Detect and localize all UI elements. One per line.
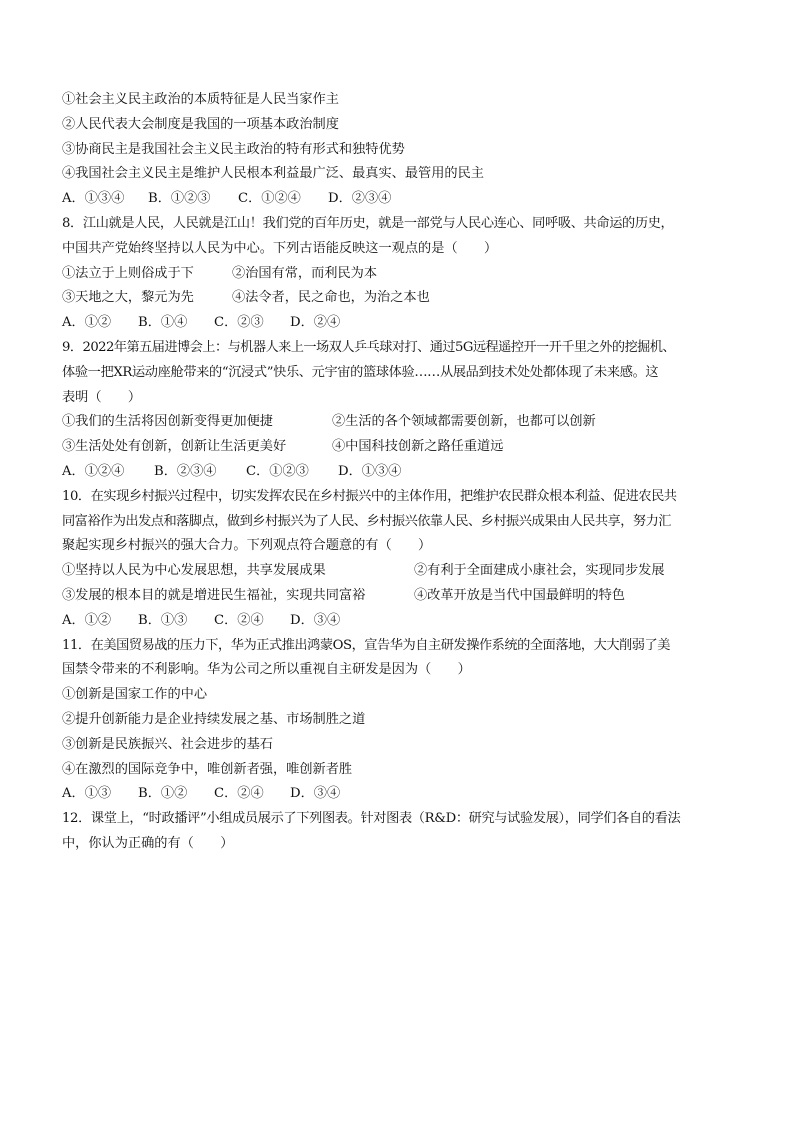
q12-stem-line-2: 中，你认为正确的有（ ） (62, 835, 234, 851)
q8-option-2: ②治国有常，而利民为本 (232, 265, 378, 281)
q8-choice-d: D．②④ (290, 315, 341, 331)
q9-option-2: ②生活的各个领域都需要创新，也都可以创新 (332, 414, 596, 430)
q8-choice-c: C．②③ (214, 315, 264, 331)
q11-option-4: ④在激烈的国际竞争中，唯创新者强，唯创新者胜 (62, 761, 353, 777)
q9-option-1: ①我们的生活将因创新变得更加便捷 (62, 414, 273, 430)
q7-option-2: ②人民代表大会制度是我国的一项基本政治制度 (62, 116, 339, 132)
q10-options-row-2 (62, 584, 742, 609)
q8-options-row-2 (62, 286, 742, 311)
q10-options-row-1 (62, 559, 742, 584)
q11-stem-line-2: 国禁令带来的不利影响。华为公司之所以重视自主研发是因为（ ） (62, 662, 471, 678)
q12-stem-line-1: 12．课堂上，“时政播评”小组成员展示了下列图表。针对图表（R&D：研究与试验发展），同学们各自的看法 (62, 811, 681, 827)
q11-choice-b: B．①② (138, 786, 188, 802)
q7-option-4: ④我国社会主义民主是维护人民根本利益最广泛、最真实、最管用的民主 (62, 166, 484, 182)
question-11 (62, 634, 742, 808)
q9-choice-c: C．①②③ (246, 463, 309, 479)
q10-option-2: ②有利于全面建成小康社会，实现同步发展 (414, 563, 665, 579)
q9-option-4: ④中国科技创新之路任重道远 (332, 439, 504, 455)
q7-choice-c: C．①②④ (238, 191, 301, 207)
q7-choices (62, 187, 742, 212)
q8-choices (62, 311, 742, 336)
q7-option-3: ③协商民主是我国社会主义民主政治的特有形式和独特优势 (62, 141, 405, 157)
q11-option-3: ③创新是民族振兴、社会进步的基石 (62, 736, 273, 752)
q10-option-3: ③发展的根本目的就是增进民生福祉，实现共同富裕 (62, 587, 366, 603)
q11-choice-d: D．③④ (290, 786, 341, 802)
q10-option-1: ①坚持以人民为中心发展思想，共享发展成果 (62, 563, 326, 579)
question-12 (62, 807, 742, 857)
q10-choice-c: C．②④ (214, 612, 264, 628)
q9-choice-b: B．②③④ (154, 463, 217, 479)
q8-options-row-1 (62, 262, 742, 287)
q9-option-3: ③生活处处有创新，创新让生活更美好 (62, 439, 287, 455)
question-10 (62, 485, 742, 634)
exam-page (62, 88, 742, 857)
question-7 (62, 88, 742, 212)
q11-option-1: ①创新是国家工作的中心 (62, 687, 208, 703)
q7-option-1: ①社会主义民主政治的本质特征是人民当家作主 (62, 92, 339, 107)
question-8 (62, 212, 742, 336)
q8-option-4: ④法令者，民之命也，为治之本也 (232, 290, 430, 306)
q7-choice-b: B．①②③ (148, 191, 211, 207)
q11-option-2: ②提升创新能力是企业持续发展之基、市场制胜之道 (62, 711, 366, 727)
q8-option-3: ③天地之大，黎元为先 (62, 290, 194, 306)
q9-choices (62, 460, 742, 485)
q10-choices (62, 609, 742, 634)
q9-options-row-2 (62, 435, 742, 460)
q9-choice-d: D．①③④ (338, 463, 402, 479)
q9-choice-a: A．①②④ (62, 463, 125, 479)
q10-option-4: ④改革开放是当代中国最鲜明的特色 (414, 587, 625, 603)
q11-choice-a: A．①③ (62, 786, 112, 802)
q9-options-row-1 (62, 410, 742, 435)
q9-stem-line-1: 9．2022年第五届进博会上：与机器人来上一场双人乒乓球对打、通过5G远程遥控开一开千里之外的挖掘机、 (62, 339, 676, 355)
q7-choice-d: D．②③④ (328, 191, 392, 207)
q11-choices (62, 782, 742, 807)
q9-stem-line-2: 体验一把XR运动座舱带来的“沉浸式”快乐、元宇宙的篮球体验……从展品到技术处处都体现了未来感。这 (62, 364, 659, 380)
q8-stem-line-2: 中国共产党始终坚持以人民为中心。下列古语能反映这一观点的是（ ） (62, 240, 498, 256)
q10-stem-line-2: 同富裕作为出发点和落脚点，做到乡村振兴为了人民、乡村振兴依靠人民、乡村振兴成果由人民共享，努力汇 (62, 513, 671, 529)
q10-choice-a: A．①② (62, 612, 112, 628)
q10-choice-b: B．①③ (138, 612, 188, 628)
q8-choice-a: A．①② (62, 315, 112, 331)
q11-stem-line-1: 11．在美国贸易战的压力下，华为正式推出鸿蒙OS，宣告华为自主研发操作系统的全面落地，大大削弱了美 (62, 637, 671, 653)
q7-choice-a: A．①③④ (62, 191, 125, 207)
q8-stem-line-1: 8．江山就是人民，人民就是江山！我们党的百年历史，就是一部党与人民心连心、同呼吸、共命运的历史， (62, 215, 674, 231)
q8-option-1: ①法立于上则俗成于下 (62, 265, 194, 281)
question-9 (62, 336, 742, 485)
q10-stem-line-3: 聚起实现乡村振兴的强大合力。下列观点符合题意的有（ ） (62, 538, 432, 554)
q11-choice-c: C．②④ (214, 786, 264, 802)
q10-choice-d: D．③④ (290, 612, 341, 628)
q9-stem-line-3: 表明（ ） (62, 389, 142, 405)
q8-choice-b: B．①④ (138, 315, 188, 331)
q10-stem-line-1: 10．在实现乡村振兴过程中，切实发挥农民在乡村振兴中的主体作用，把维护农民群众根本利益、促进农民共 (62, 488, 677, 504)
